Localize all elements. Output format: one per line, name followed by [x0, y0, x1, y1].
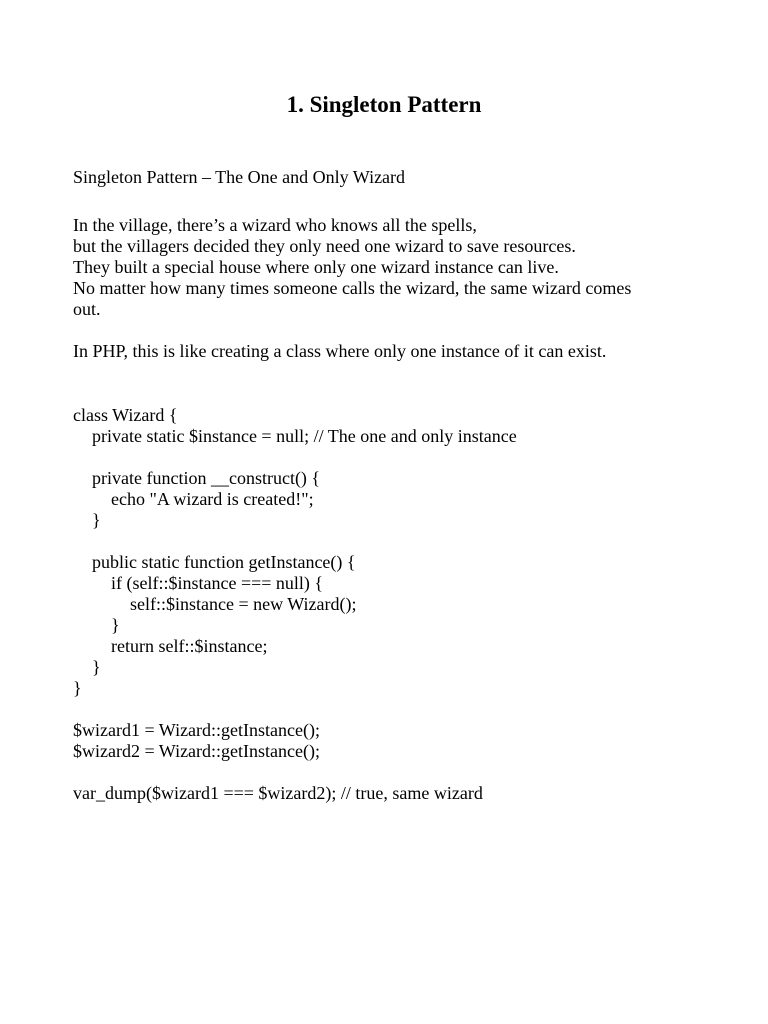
story-line: out. — [73, 299, 101, 319]
story-line: No matter how many times someone calls the wizard, the same wizard comes — [73, 278, 632, 298]
code-line: private function __construct() { — [92, 468, 321, 488]
page-title: 1. Singleton Pattern — [286, 92, 482, 117]
code-line: } — [92, 510, 101, 530]
story-line: but the villagers decided they only need one wizard to save resources. — [73, 236, 576, 256]
code-line: } — [111, 615, 120, 635]
code-line: if (self::$instance === null) { — [111, 573, 324, 593]
code-line: var_dump($wizard1 === $wizard2); // true, same wizard — [73, 783, 483, 803]
php-note: In PHP, this is like creating a class where only one instance of it can exist. — [73, 341, 607, 361]
code-line: $wizard2 = Wizard::getInstance(); — [73, 741, 320, 761]
section-subtitle: Singleton Pattern – The One and Only Wizard — [73, 167, 406, 187]
code-line: $wizard1 = Wizard::getInstance(); — [73, 720, 320, 740]
story-line: In the village, there’s a wizard who knows all the spells, — [73, 215, 477, 235]
code-line: } — [92, 657, 101, 677]
code-line: public static function getInstance() { — [92, 552, 356, 572]
code-line: self::$instance = new Wizard(); — [130, 594, 357, 614]
code-line: echo "A wizard is created!"; — [111, 489, 314, 509]
code-line: class Wizard { — [73, 405, 178, 425]
code-line: } — [73, 678, 82, 698]
story-line: They built a special house where only one wizard instance can live. — [73, 257, 559, 277]
code-line: private static $instance = null; // The one and only instance — [92, 426, 517, 446]
code-line: return self::$instance; — [111, 636, 268, 656]
